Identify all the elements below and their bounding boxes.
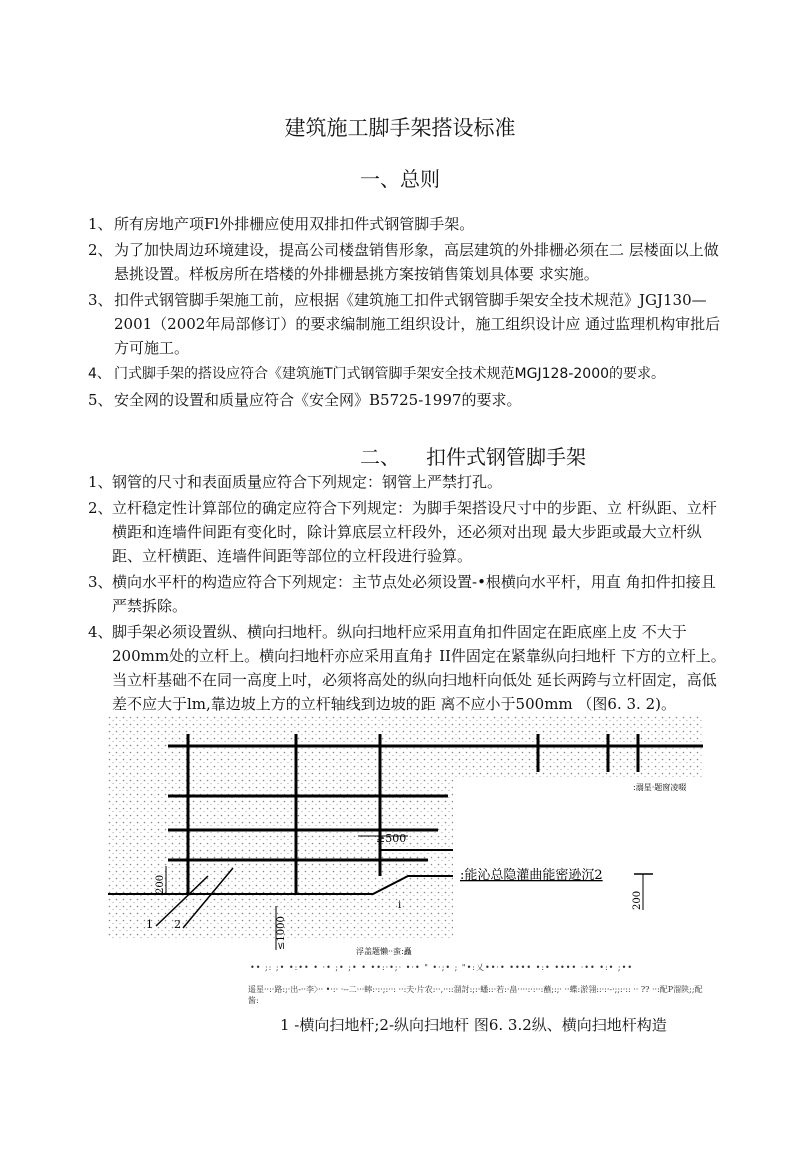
dimension-200-label: 200 [155, 874, 166, 894]
figure-bottom-note: 浮盖题懒··蛮:矗 [356, 947, 412, 956]
item-number: 5、 [88, 391, 113, 409]
list-item [88, 620, 728, 716]
figure-top-right-note: :溺星·题窗凌啜 [633, 783, 687, 792]
list-item [88, 570, 728, 618]
list-item [88, 496, 728, 568]
item-number: 4、 [88, 366, 111, 382]
item-text: 安全网的设置和质量应符合《安全网》B5725-1997的要求。 [114, 391, 522, 409]
dimension-200-right-label: 200 [632, 890, 643, 910]
item-text: 门式脚手架的搭设应符合《建筑施T门式钢管脚手架安全技术规范MGJ128-2000的要求。 [114, 366, 666, 382]
item-text: 横向水平杆的构造应符合下列规定：主节点处必须设置-•根横向水平杆，用直 角扣件扣接且严禁拆除。 [112, 573, 716, 615]
section-2-heading-number: 二、 [360, 445, 400, 469]
section-2-heading [360, 441, 586, 470]
item-text: 所有房地产项Fl外排栅应使用双排扣件式钢管脚手架。 [114, 215, 475, 233]
item-text: 钢管的尺寸和表面质量应符合下列规定：钢管上严禁打孔。 [112, 473, 503, 491]
callout-2: 2 [174, 918, 181, 931]
figure-caption: 1 -横向扫地杆;2-纵向扫地杆 图6. 3.2纵、横向扫地杆构造 [280, 1016, 667, 1034]
item-number: 1、 [88, 473, 113, 491]
figure-legend-block: 遥星··:·路:;·出-··李〉·· •·:· ·--二···蟀:·:·;:··: ··:夫·片农:··,··::溜討:;:·蟠::·若:·畠····:·:··:蘸;:;· ··蝶:淤翎::·:·-·;;:·:: ·· ?? ··:配P溜陕;;配酱: [248, 985, 703, 1005]
item-number: 3、 [88, 573, 113, 591]
callout-1: 1 [146, 918, 153, 931]
section-2-list [88, 470, 728, 718]
list-item [88, 470, 728, 494]
dimension-500-label: ≥500 [376, 832, 407, 845]
callout-i: i [398, 900, 402, 911]
document-title: 建筑施工脚手架搭设标准 [284, 116, 516, 140]
item-text: 脚手架必须设置纵、横向扫地杆。纵向扫地杆应采用直角扣件固定在距底座上皮 不大于200mm处的立杆上。横向扫地杆亦应采用直角扌II件固定在紧靠纵向扫地杆 下方的立杆上。当立杆基础不在同一高度上吋，必须将高处的纵向扫地杆向低处 延长两跨与立杆固定，高低差不应大于lm,靠边坡上方的立杆轴线到边坡的距 离不应小于500mm （图6. 3. 2)。 [112, 623, 726, 713]
item-number: 1、 [88, 215, 113, 233]
list-item [88, 212, 728, 236]
scaffold-diagram [108, 716, 703, 960]
item-number: 2、 [88, 499, 113, 517]
item-text: 扣件式钢管脚手架施工前，应根据《建筑施工扣件式钢管脚手架安全技术规范》JGJ130—2001（2002年局部修订）的要求编制施工组织设计，施工组织设计应 通过监理机构审批后方可施工。 [114, 291, 721, 357]
item-text: 为了加快周边环境建设，提高公司楼盘销售形象，高层建筑的外排栅必须在二 层楼面以上做悬挑设置。样板房所在塔楼的外排栅悬挑方案按销售策划具体要 求实施。 [114, 241, 719, 283]
section-1-list [88, 212, 728, 414]
list-item [88, 388, 728, 412]
list-item [88, 362, 728, 386]
list-item [88, 238, 728, 286]
section-1-heading: 一、总则 [360, 167, 440, 191]
figure-legend-line: •• ;: ;• •:•• • ·• ;• ;• • ••:·•;· •·• " •·;• ; "•:乂••·• •••• •:• •••• ·•• •:• ;•• [250, 963, 634, 972]
list-item [88, 288, 728, 360]
item-text: 立杆稳定性计算部位的确定应符合下列规定：为脚手架搭设尺寸中的步距、立 杆纵距、立杆横距和连墙件间距有变化时，除计算底层立杆段外，还必须对出现 最大步距或最大立杆纵距、立杆横距、连墙件间距等部位的立杆段进行验算。 [112, 499, 717, 565]
item-number: 3、 [88, 291, 113, 309]
figure-side-note: :能沁总隐灌曲能密逊沉2 [460, 868, 603, 883]
dimension-1000-label: ≤1000 [276, 916, 287, 950]
section-2-heading-text: 扣件式钢管脚手架 [426, 445, 586, 469]
item-number: 4、 [88, 623, 113, 641]
item-number: 2、 [88, 241, 113, 259]
